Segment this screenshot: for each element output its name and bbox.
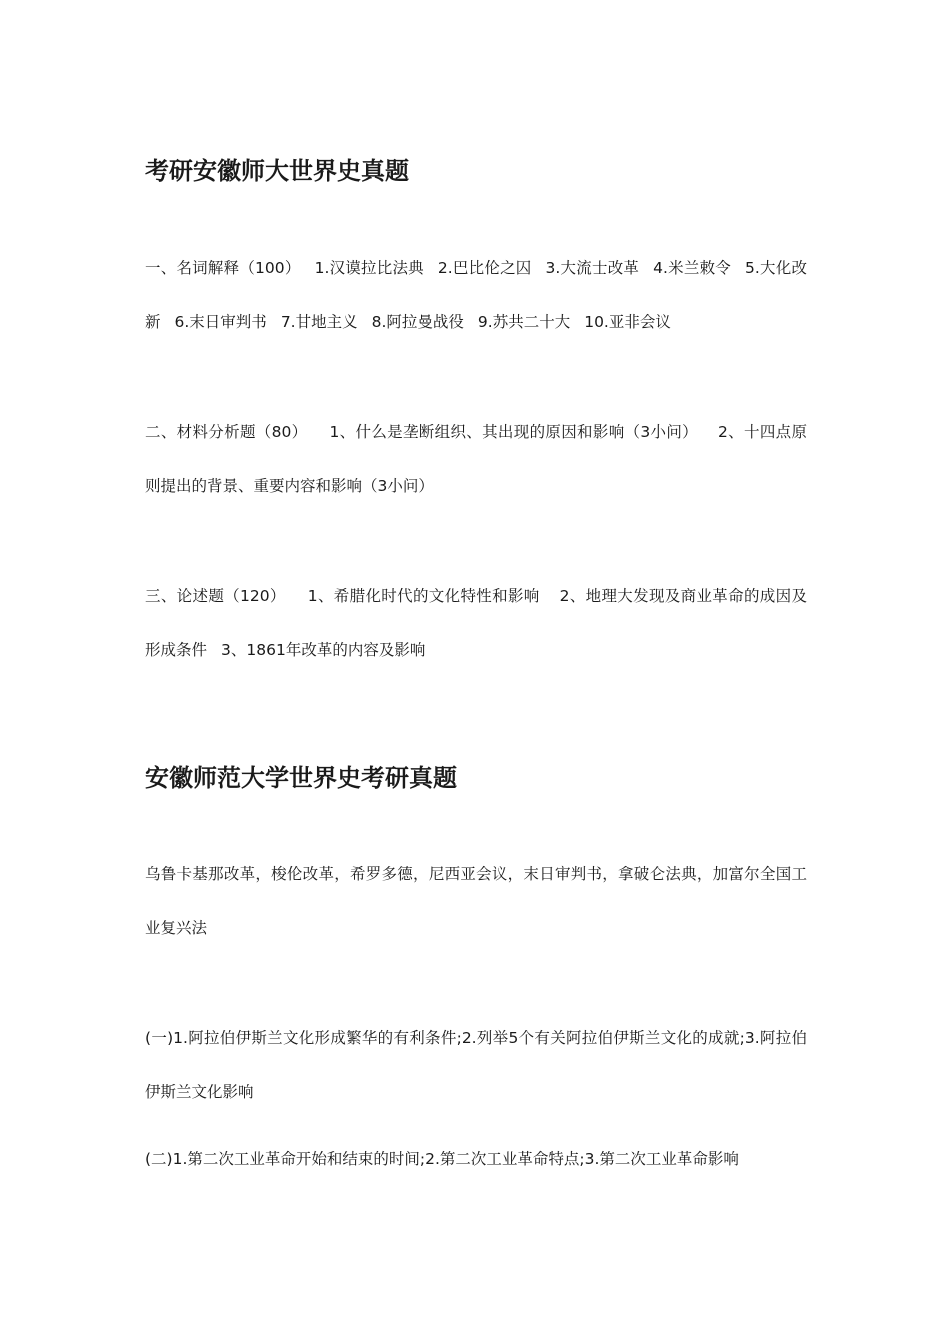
question-item: 3、1861年改革的内容及影响 — [221, 641, 426, 659]
term-item: 8.阿拉曼战役 — [371, 313, 464, 331]
question-item: 2、十四点原则提出的背景、重要内容和影响（3小问） — [145, 423, 807, 495]
section-2-heading: 二、材料分析题（80） — [145, 423, 308, 441]
section-3-heading: 三、论述题（120） — [145, 587, 286, 605]
term-item: 5.大化改新 — [145, 259, 807, 331]
section-noun-explanation — [145, 241, 807, 349]
section-material-analysis — [145, 405, 807, 513]
question-1: (一)1.阿拉伯伊斯兰文化形成繁华的有利条件;2.列举5个有关阿拉伯伊斯兰文化的成就;3.阿拉伯伊斯兰文化影响 — [145, 1029, 807, 1101]
doc-title-1: 考研安徽师大世界史真题 — [145, 157, 409, 185]
term-item: 2.巴比伦之囚 — [437, 259, 532, 277]
section-essay — [145, 569, 807, 677]
question-item: 1、什么是垄断组织、其出现的原因和影响（3小问） — [329, 423, 698, 441]
term-item: 10.亚非会议 — [584, 313, 671, 331]
question-2: (二)1.第二次工业革命开始和结束的时间;2.第二次工业革命特点;3.第二次工业革命影响 — [145, 1150, 739, 1168]
term-item: 3.大流士改革 — [545, 259, 640, 277]
term-item: 4.米兰敕令 — [653, 259, 732, 277]
terms-list: 乌鲁卡基那改革，梭伦改革，希罗多德，尼西亚会议，末日审判书，拿破仑法典，加富尔全国工业复兴法 — [145, 865, 807, 937]
doc-title-2: 安徽师范大学世界史考研真题 — [145, 764, 457, 792]
term-item: 7.甘地主义 — [280, 313, 358, 331]
term-item: 6.末日审判书 — [174, 313, 267, 331]
term-item: 9.苏共二十大 — [477, 313, 571, 331]
question-item: 1、希腊化时代的文化特性和影响 — [307, 587, 540, 605]
section-1-heading: 一、名词解释（100） — [145, 259, 301, 277]
question-item: 2、地理大发现及商业革命的成因及形成条件 — [145, 587, 807, 659]
term-item: 1.汉谟拉比法典 — [314, 259, 424, 277]
